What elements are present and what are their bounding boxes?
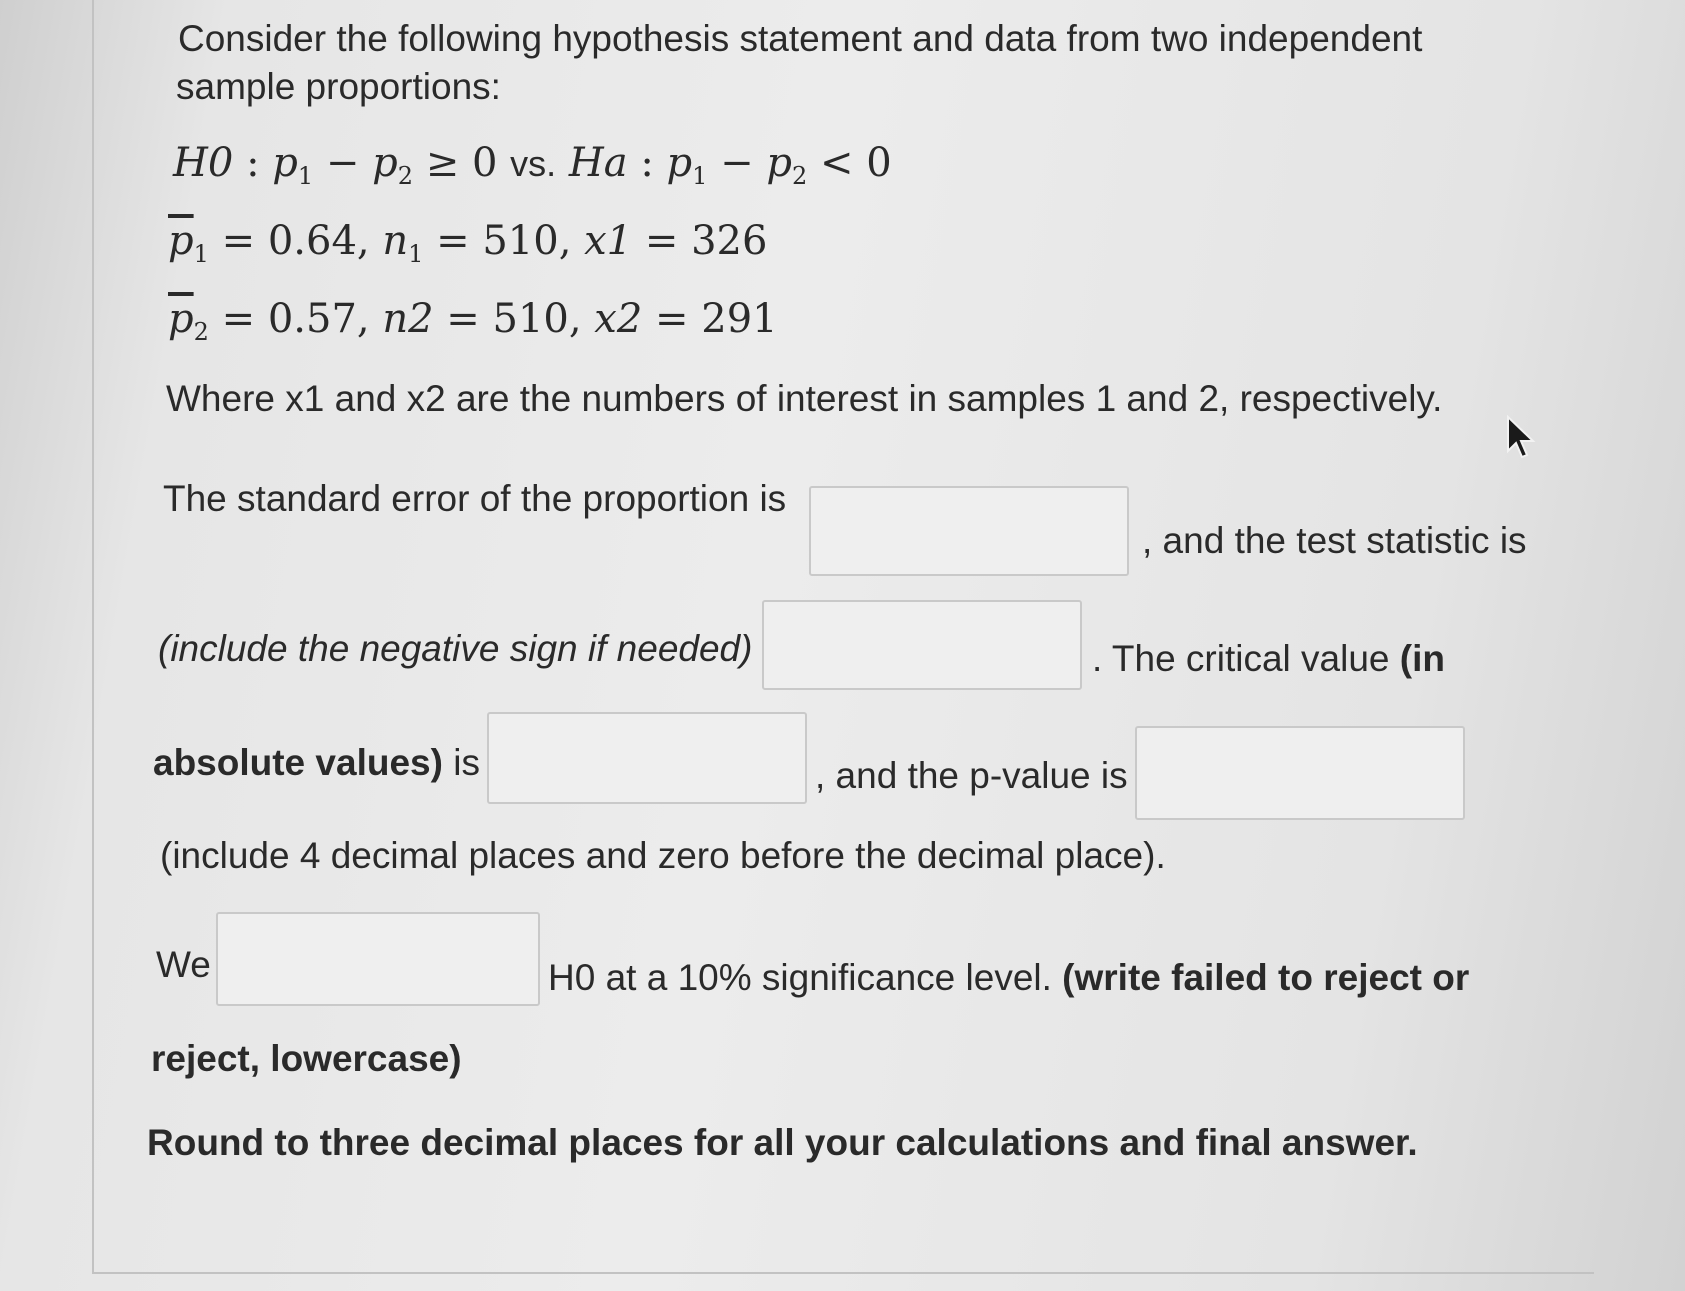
h0-label: H0 [173,140,234,186]
we-prefix: We [156,944,211,985]
standard-error-input[interactable] [809,486,1129,576]
we-suffix-line-2: reject, lowercase) [151,1038,462,1079]
rounding-note: Round to three decimal places for all your calculations and final answer. [147,1122,1418,1163]
test-statistic-input[interactable] [762,600,1082,690]
cv-prefix: absolute values) is [153,742,480,783]
ts-prefix: (include the negative sign if needed) [158,628,753,669]
where-note: Where x1 and x2 are the numbers of interest in samples 1 and 2, respectively. [166,378,1443,419]
cv-suffix: . The critical value (in [1092,638,1445,679]
se-prefix: The standard error of the proportion is [163,478,787,519]
decision-input[interactable] [216,912,540,1006]
critical-value-input[interactable] [487,712,807,804]
se-suffix: , and the test statistic is [1142,520,1527,561]
intro-line-2: sample proportions: [176,66,501,107]
we-suffix: H0 at a 10% significance level. (write failed to reject or [548,957,1470,998]
mouse-pointer-icon [1505,415,1539,463]
ha-label: Ha [568,140,628,186]
hypothesis-statement: H0 : $p_1 - p_2 \ge 0$ vs. Ha : $p_1 - p_2 < 0$ [173,140,892,190]
p-value-input[interactable] [1135,726,1465,820]
pv-prefix: , and the p-value is [815,755,1128,796]
decimal-note: (include 4 decimal places and zero before the decimal place). [160,835,1166,876]
sample-1-data: $\overline{p}_1 = 0.64$, $n_1 = 510$, x1 = 326 [168,218,768,268]
intro-line-1: Consider the following hypothesis statement and data from two independent [178,18,1423,59]
sample-2-data: $\overline{p}_2 = 0.57$, n2 = 510, x2 = 291 [168,296,778,346]
